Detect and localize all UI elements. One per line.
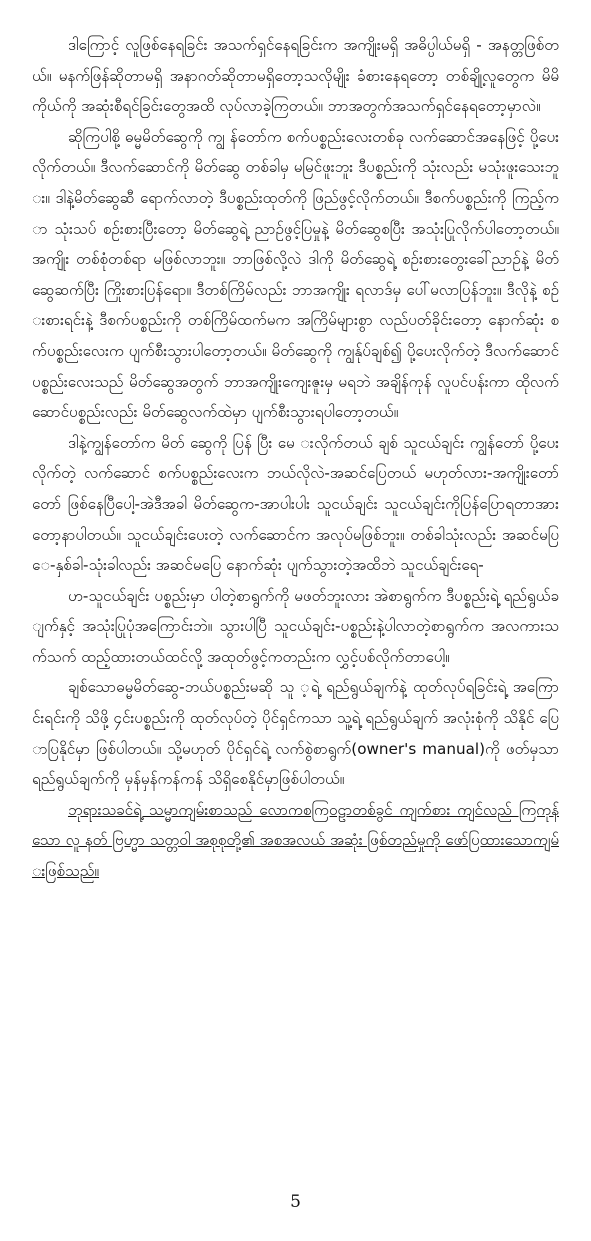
paragraph-4: ဟ-သူငယ်ချင်း ပစ္စည်းမှာ ပါတဲ့စာရွက်ကို မဖတ်ဘူးလား အဲစာရွက်က ဒီပစ္စည်းရဲ့ ရည်ရွယ်ချက်နှင့် အသုံးပြုပုံအကြောင်းဘဲ။ သွားပါပြီ သူငယ်ချင်း-ပစ္စည်းနဲ့ပါလာတဲ့စာရွက်က အလကားသက်သက် ထည့်ထားတယ်ထင်လို့ အထုတ်ဖွင့်ကတည်းက လွှင့်ပစ်လိုက်တာပေါ့။ — [32, 586, 559, 666]
paragraph-6-underlined: ဘုရားသခင်ရဲ့ သမ္မာကျမ်းစာသည် လောကစကြဝဠာတစ်ခွင် ကျက်စား ကျင်လည် ကြကုန်သော လူ နတ် ဗြဟ္မာ သတ္တဝါ အစုစုတို့၏ အစအလယ် အဆုံး ဖြစ်တည်မှုကို ဖော်ပြထားသောကျမ်းဖြစ်သည်။ — [32, 800, 559, 881]
page-body — [32, 30, 559, 887]
paragraph-1: ဒါကြောင့် လူဖြစ်နေရခြင်း အသက်ရှင်နေရခြင်းက အကျိုးမရှိ အဓိပ္ပါယ်မရှိ - အနတ္တဖြစ်တယ်။ မနက်ဖြန်ဆိုတာမရှိ အနာဂတ်ဆိုတာမရှိတော့သလိုမျိုး ခံစားနေရတော့ တစ်ချို့လူတွေက မိမိကိုယ်ကို အဆုံးစီရင်ခြင်းတွေအထိ လုပ်လာခဲ့ကြတယ်။ ဘာအတွက်အသက်ရှင်နေရတော့မှာလဲ။ — [32, 36, 559, 116]
page-number: 5 — [290, 1192, 301, 1212]
paragraph-2: ဆိုကြပါစို့ ဓမ္မမိတ်ဆွေကို ကျွ န်တော်က စက်ပစ္စည်းလေးတစ်ခု လက်ဆောင်အနေဖြင့် ပို့ပေးလိုက်တယ်။ ဒီလက်ဆောင်ကို မိတ်ဆွေ တစ်ခါမှ မမြင်ဖူးဘူး ဒီပစ္စည်းကို သုံးလည်း မသုံးဖူးသေးဘူး။ ဒါနဲ့မိတ်ဆွေဆီ ရောက်လာတဲ့ ဒီပစ္စည်းထုတ်ကို ဖြည်ဖွင့်လိုက်တယ်။ ဒီစက်ပစ္စည်းကို ကြည့်ကာ သုံးသပ် စဉ်းစားပြီးတော့ မိတ်ဆွေရဲ့ ညာဥ်ဖွင့်ပြမှုနဲ့ မိတ်ဆွေစပြီး အသုံးပြုလိုက်ပါတော့တယ်။ အကျိုး တစ်စုံတစ်ရာ မဖြစ်လာဘူး။ ဘာဖြစ်လို့လဲ ဒါကို မိတ်ဆွေရဲ့ စဉ်းစားတွေးခေါ်ညာဥ်နဲ့ မိတ်ဆွေဆက်ပြီး ကြိုးစားပြန်ရော။ ဒီတစ်ကြိမ်လည်း ဘာအကျိုး ရလာဒ်မှ ပေါ်မလာပြန်ဘူး။ ဒီလိုနဲ့ စဉ်းစားရင်းနဲ့ ဒီစက်ပစ္စည်းကို တစ်ကြိမ်ထက်မက အကြိမ်များစွာ လည်ပတ်ခိုင်းတော့ နောက်ဆုံး စက်ပစ္စည်းလေးက ပျက်စီးသွားပါတော့တယ်။ မိတ်ဆွေကို ကျွန်ုပ်ချစ်၍ ပို့ပေးလိုက်တဲ့ ဒီလက်ဆောင်ပစ္စည်းလေးသည် မိတ်ဆွေအတွက် ဘာအကျိုးကျေးဇူးမှ မရဘဲ အချိန်ကုန် လူပင်ပန်းကာ ထိုလက်ဆောင်ပစ္စည်းလည်း မိတ်ဆွေလက်ထဲမှာ ပျက်စီးသွားရပါတော့တယ်။ — [32, 127, 559, 422]
paragraph-5: ချစ်သောဓမ္မမိတ်ဆွေ-ဘယ်ပစ္စည်းမဆို သူ ့ရဲ့ ရည်ရွယ်ချက်နဲ့ ထုတ်လုပ်ရခြင်းရဲ့ အကြောင်းရင်းကို သိဖို့ ၄င်းပစ္စည်းကို ထုတ်လုပ်တဲ့ ပိုင်ရှင်ကသာ သူ့ရဲ့ ရည်ရွယ်ချက် အလုံးစုံကို သိနိုင် ပြောပြနိုင်မှာ ဖြစ်ပါတယ်။ သို့မဟုတ် ပိုင်ရှင်ရဲ့ လက်စွဲစာရွက်(owner's manual)ကို ဖတ်မှသာ ရည်ရွယ်ချက်ကို မှန်မှန်ကန်ကန် သိရှိစေနိုင်မှာဖြစ်ပါတယ်။ — [32, 678, 559, 789]
paragraph-3: ဒါနဲ့ကျွန်တော်က မိတ် ဆွေကို ပြန် ပြီး မေ းလိုက်တယ် ချစ် သူငယ်ချင်း ကျွန်တော် ပို့ပေးလိုက်တဲ့ လက်ဆောင် စက်ပစ္စည်းလေးက ဘယ်လိုလဲ-အဆင်ပြေတယ် မဟုတ်လား-အကျိုးတော်တော် ဖြစ်နေပြီပေါ့-အဲဒီအခါ မိတ်ဆွေက-အာပါးပါး သူငယ်ချင်း သူငယ်ချင်းကိုပြန်ပြောရတာအားတော့နာပါတယ်။ သူငယ်ချင်းပေးတဲ့ လက်ဆောင်က အလုပ်မဖြစ်ဘူး။ တစ်ခါသုံးလည်း အဆင်မပြေ-နှစ်ခါ-သုံးခါလည်း အဆင်မပြေ နောက်ဆုံး ပျက်သွားတဲ့အထိဘဲ သူငယ်ချင်းရေ- — [32, 433, 559, 575]
